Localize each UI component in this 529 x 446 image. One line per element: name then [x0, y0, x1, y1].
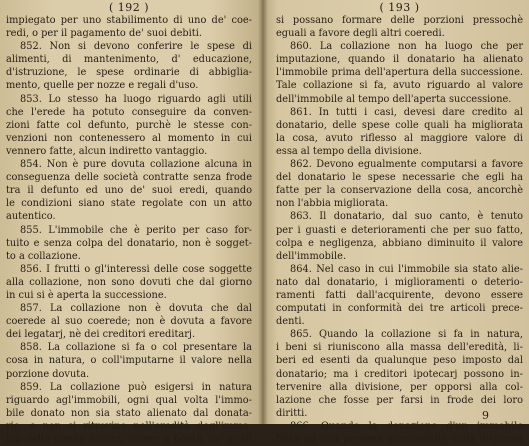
text-line: diritti.	[276, 407, 308, 419]
text-line: lazione che fosse per farsi in frode dei loro	[276, 394, 523, 406]
text-line: si possano formare delle porzioni pressochè	[276, 15, 523, 26]
text-line: dell'immobile al tempo dell'aperta successione.	[276, 93, 512, 105]
text-line: 864. Nel caso in cui l'immobile sia stato alie-	[290, 263, 523, 275]
text-line: essa al tempo della divisione.	[276, 145, 422, 157]
text-line: per i guasti e deterioramenti che per suo fatto,	[276, 224, 523, 236]
text-line: donatario, delle spese colle quali ha migliorata	[276, 119, 523, 131]
text-line: donatario; ma i creditori ipotecarj possono in-	[276, 368, 523, 380]
text-line: porzione dovuta.	[6, 368, 90, 380]
text-line: coerede al suo coerede; non è dovuta a favore	[6, 316, 252, 328]
text-line: tra il defunto ed uno de' suoi eredi, quando	[6, 185, 252, 197]
text-line: 859. La collazione può esigersi in natura	[20, 381, 252, 393]
text-line: 866. Quando la donazione d'un immobile	[290, 420, 523, 432]
text-line: vennero fatte, alcun indiretto vantaggio.	[6, 145, 208, 157]
text-line: to a collazione.	[6, 250, 81, 262]
text-line: rio, e non si ritrovino nell'eredità degl'immo-	[6, 420, 252, 432]
left-page	[0, 0, 262, 445]
text-line: 860. La collazione non ha luogo che per	[290, 41, 523, 53]
text-line: computati in conformità dei tre articoli prece-	[276, 303, 523, 315]
text-line: i beni si riuniscono alla massa dell'eredità, li-	[276, 342, 523, 354]
right-page-number: ( 193 )	[379, 1, 420, 14]
text-line: l'immobile prima dell'apertura della successione.	[276, 67, 523, 79]
text-line: in cui si è aperta la successione.	[6, 289, 167, 301]
text-line: Tale collazione si fa, avuto riguardo al valore	[276, 80, 523, 92]
text-line: 858. La collazione si fa o col presentare la	[20, 342, 252, 354]
text-line: 861. In tutti i casi, devesi dare credito al	[290, 106, 523, 118]
text-line: denti.	[276, 316, 305, 328]
text-line: alla collazione, non sono dovuti che dal giorno	[6, 276, 252, 288]
signature-mark: 9	[482, 409, 489, 422]
text-line: la cosa, avuto riflesso al maggiore valore di	[276, 132, 523, 144]
text-line: alimenti, di mantenimento, d' educazione,	[6, 54, 252, 66]
text-line: zioni fatte col defunto, purchè le stesse con-	[6, 119, 252, 131]
text-line: riguardo agl'immobili, ogni qual volta l'immo-	[6, 394, 252, 406]
text-line: 853. Lo stesso ha luogo riguardo agli utili	[20, 93, 252, 105]
text-line: beri ed esenti da qualunque peso imposto dal	[276, 355, 523, 367]
text-line: d'istruzione, le spese ordinarie di abbiglia-	[6, 67, 252, 79]
text-line: redi, o per il pagamento de' suoi debiti.	[6, 28, 202, 40]
text-line: che l'erede ha potuto conseguire da conven-	[6, 106, 252, 118]
text-line: 855. L'immobile che è perito per caso for-	[20, 224, 252, 236]
text-line: nato dal donatario, i miglioramenti o deterio-	[276, 276, 523, 288]
text-line: cosa in natura, o coll'imputarne il valore nella	[6, 355, 252, 367]
text-line: le condizioni siano state regolate con un atto	[6, 198, 252, 210]
text-line: tervenire alla divisione, per opporsi alla col-	[276, 381, 523, 393]
text-line: venzioni non contenessero al momento in cui	[6, 132, 252, 144]
text-line: 865. Quando la collazione si fa in natura,	[290, 329, 523, 341]
text-line: colpa e negligenza, abbiano diminuito il valore	[276, 237, 523, 249]
text-line: 854. Non è pure dovuta collazione alcuna in	[20, 159, 252, 171]
text-line: autentico.	[6, 211, 56, 223]
right-page-text	[276, 14, 523, 446]
text-line: impiegato per uno stabilimento di uno de' coe-	[6, 15, 252, 26]
text-line: eguali a favore degli altri coeredi.	[276, 28, 445, 40]
text-line: 862. Devono egualmente computarsi a favore	[290, 159, 523, 171]
text-line: fatte per la conservazione della cosa, ancorchè	[276, 185, 523, 197]
text-line: 857. La collazione non è dovuta che dal	[20, 303, 252, 315]
left-page-number: ( 192 )	[108, 1, 150, 14]
text-line: 852. Non si devono conferire le spese di	[20, 41, 252, 53]
text-line: dei legatarj, nè dei creditori ereditarj.	[6, 329, 196, 341]
left-page-text	[6, 14, 252, 446]
text-line: 863. Il donatario, dal suo canto, è tenuto	[290, 211, 523, 223]
text-line: bili della stessa natura, valore e bontà, co' quali	[6, 434, 252, 445]
text-line: ramenti fatti dall'acquirente, devono essere	[276, 289, 523, 301]
text-line: conseguenza delle società contratte senza frode	[6, 172, 252, 184]
text-line: mento, quelle per nozze e regali d'uso.	[6, 80, 199, 92]
text-line: imputazione, quando il donatario ha alienato	[276, 54, 523, 66]
text-line: bile donato non sia stato alienato dal donata-	[6, 407, 252, 419]
text-line: fatta ad una persona successibile colla dispensa	[276, 434, 523, 445]
text-line: non l'abbia migliorata.	[276, 198, 389, 210]
text-line: del donatario le spese necessarie che egli ha	[276, 172, 523, 184]
text-line: tuito e senza colpa del donatario, non è sogget-	[6, 237, 252, 249]
text-line: dell'immobile.	[276, 250, 347, 262]
text-line: 856. I frutti o gl'interessi delle cose soggette	[20, 263, 252, 275]
right-page	[262, 0, 529, 445]
